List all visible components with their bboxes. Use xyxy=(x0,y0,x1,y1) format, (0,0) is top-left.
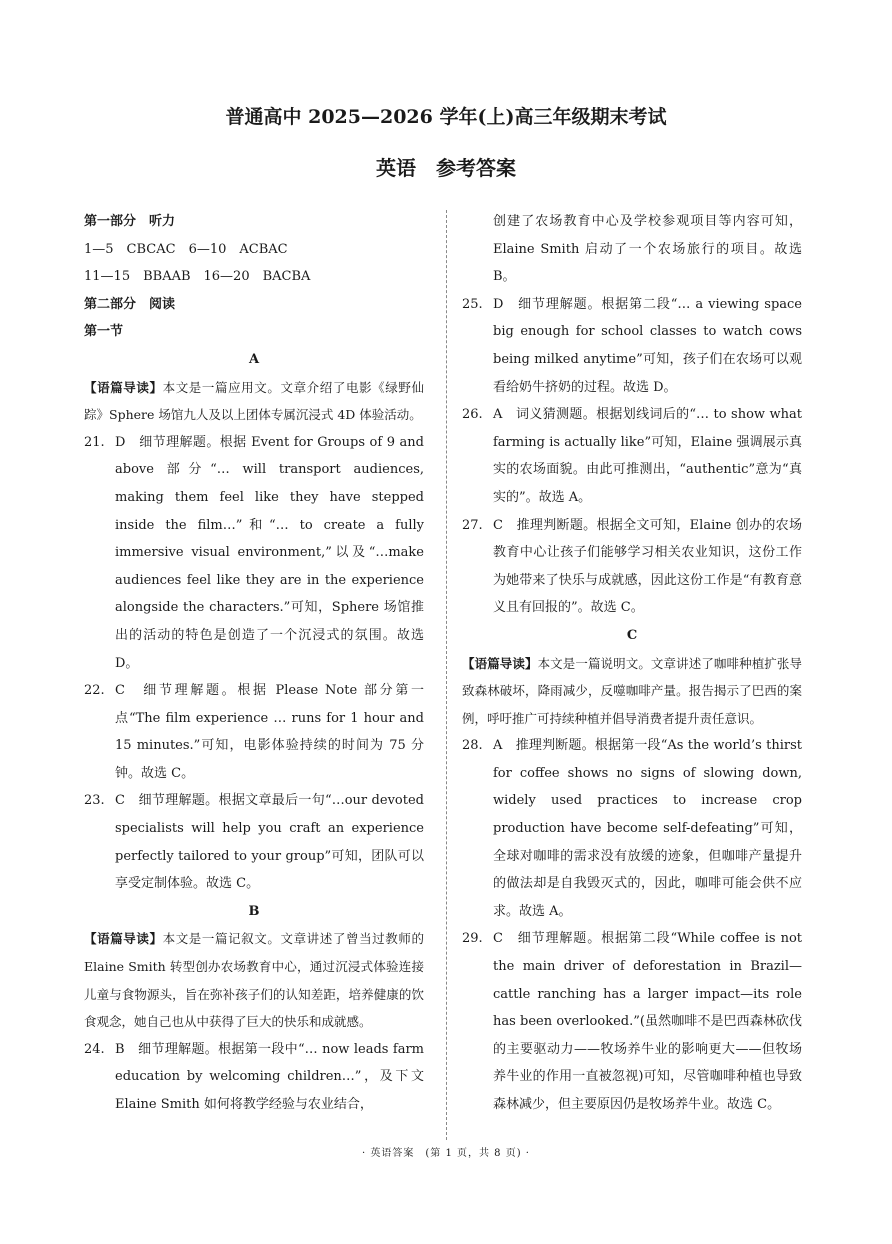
question-number: 27. xyxy=(462,517,483,533)
question-number: 25. xyxy=(462,296,483,312)
listening-answers-1: 1—5 CBCAC 6—10 ACBAC xyxy=(84,241,288,257)
guide-text: 本文是一篇记叙文。文章讲述了曾当过教师的 Elaine Smith 转型创办农场教育中心，通过沉浸式体验连接儿童与食物源头，旨在弥补孩子们的认知差距，培养健康的饮食观念，她自己也从中获得了巨大的快乐和成就感。 xyxy=(84,931,424,1030)
section1-heading: 第一节 xyxy=(84,324,124,340)
answer-explanation: D 细节理解题。根据第二段“… a viewing space big enough for school classes to watch cows being milked anytime”可知，孩子们在农场可以观看给奶牛挤奶的过程。故选 D。 xyxy=(493,296,802,395)
guide-text: 本文是一篇应用文。文章介绍了电影《绿野仙踪》Sphere 场馆九人及以上团体专属沉浸式 4D 体验活动。 xyxy=(84,379,424,423)
question-number: 22. xyxy=(84,683,105,699)
exam-subtitle: 英语 参考答案 xyxy=(376,156,516,180)
answer-explanation: A 推理判断题。根据第一段“As the world’s thirst for coffee shows no signs of slowing down, widely used practices to increase crop production have become self-defeating”可知，全球对咖啡的需求没有放缓的迹象，但咖啡产量提升的做法却是自我毁灭式的，因此，咖啡可能会供不应求。故选 A。 xyxy=(493,738,802,919)
answer-24 xyxy=(84,1036,424,1119)
column-divider xyxy=(446,210,447,1140)
answer-explanation: C 细节理解题。根据文章最后一句“…our devoted specialists will help you craft an experience perfectly tailored to your group”可知，团队可以享受定制体验。故选 C。 xyxy=(115,793,424,892)
answer-27 xyxy=(462,512,802,622)
passage-a-guide xyxy=(84,374,424,429)
part2-heading: 第二部分 阅读 xyxy=(84,296,176,312)
answer-24-continued xyxy=(462,208,802,291)
passage-c-label: C xyxy=(626,627,638,643)
answer-22 xyxy=(84,677,424,787)
answer-25 xyxy=(462,291,802,401)
answer-explanation: 创建了农场教育中心及学校参观项目等内容可知，Elaine Smith 启动了一个农场旅行的项目。故选 B。 xyxy=(493,214,802,285)
exam-title: 普通高中 2025—2026 学年(上)高三年级期末考试 xyxy=(225,106,667,128)
answer-explanation: C 推理判断题。根据全文可知，Elaine 创办的农场教育中心让孩子们能够学习相关农业知识，这份工作为她带来了快乐与成就感，因此这份工作是“有教育意义且有回报的”。故选 C。 xyxy=(493,517,802,616)
answer-29 xyxy=(462,925,802,1118)
guide-label: 【语篇导读】 xyxy=(84,379,163,395)
question-number: 28. xyxy=(462,738,483,754)
answer-21 xyxy=(84,429,424,677)
question-number: 21. xyxy=(84,434,105,450)
answer-28 xyxy=(462,732,802,925)
question-number: 23. xyxy=(84,793,105,809)
listening-answers-2: 11—15 BBAAB 16—20 BACBA xyxy=(84,269,311,285)
passage-a-label: A xyxy=(248,351,260,367)
passage-b-guide xyxy=(84,925,424,1035)
answer-26 xyxy=(462,401,802,511)
guide-text: 本文是一篇说明文。文章讲述了咖啡种植扩张导致森林破坏，降雨减少，反噬咖啡产量。报告揭示了巴西的案例，呼吁推广可持续种植并倡导消费者提升责任意识。 xyxy=(462,655,802,726)
answer-explanation: D 细节理解题。根据 Event for Groups of 9 and above 部分“… will transport audiences, making them feel like they have stepped inside the film…”和“… to create a fully immersive visual environment,”以及“…make audiences feel like they are in the experience alongside the characters.”可知，Sphere 场馆推出的活动的特色是创造了一个沉浸式的氛围。故选 D。 xyxy=(115,434,424,671)
right-column xyxy=(462,208,802,1119)
question-number: 29. xyxy=(462,931,483,947)
passage-c-guide xyxy=(462,650,802,733)
passage-b-label: B xyxy=(248,903,260,919)
answer-explanation: A 词义猜测题。根据划线词后的“… to show what farming is actually like”可知，Elaine 强调展示真实的农场面貌。由此可推测出，“authentic”意为“真实的”。故选 A。 xyxy=(493,407,802,505)
question-number: 24. xyxy=(84,1041,105,1057)
page-footer: · 英语答案 (第 1 页，共 8 页) · xyxy=(362,1148,530,1159)
question-number: 26. xyxy=(462,407,483,423)
part1-heading: 第一部分 听力 xyxy=(84,214,176,229)
answer-explanation: B 细节理解题。根据第一段中“… now leads farm education by welcoming children…”，及下文 Elaine Smith 如何将教学经验与农业结合， xyxy=(115,1041,424,1112)
guide-label: 【语篇导读】 xyxy=(84,931,163,947)
answer-explanation: C 细节理解题。根据 Please Note 部分第一点“The film experience … runs for 1 hour and 15 minutes.”可知，电影体验持续的时间为 75 分钟。故选 C。 xyxy=(115,683,424,781)
guide-label: 【语篇导读】 xyxy=(462,655,538,671)
left-column xyxy=(84,208,424,1119)
answer-explanation: C 细节理解题。根据第二段“While coffee is not the main driver of deforestation in Brazil—cattle ranching has a larger impact—its role has been overlooked.”(虽然咖啡不是巴西森林砍伐的主要驱动力——牧场养牛业的影响更大——但牧场养牛业的作用一直被忽视)可知，尽管咖啡种植也导致森林减少，但主要原因仍是牧场养牛业。故选 C。 xyxy=(493,931,802,1112)
answer-23 xyxy=(84,787,424,897)
